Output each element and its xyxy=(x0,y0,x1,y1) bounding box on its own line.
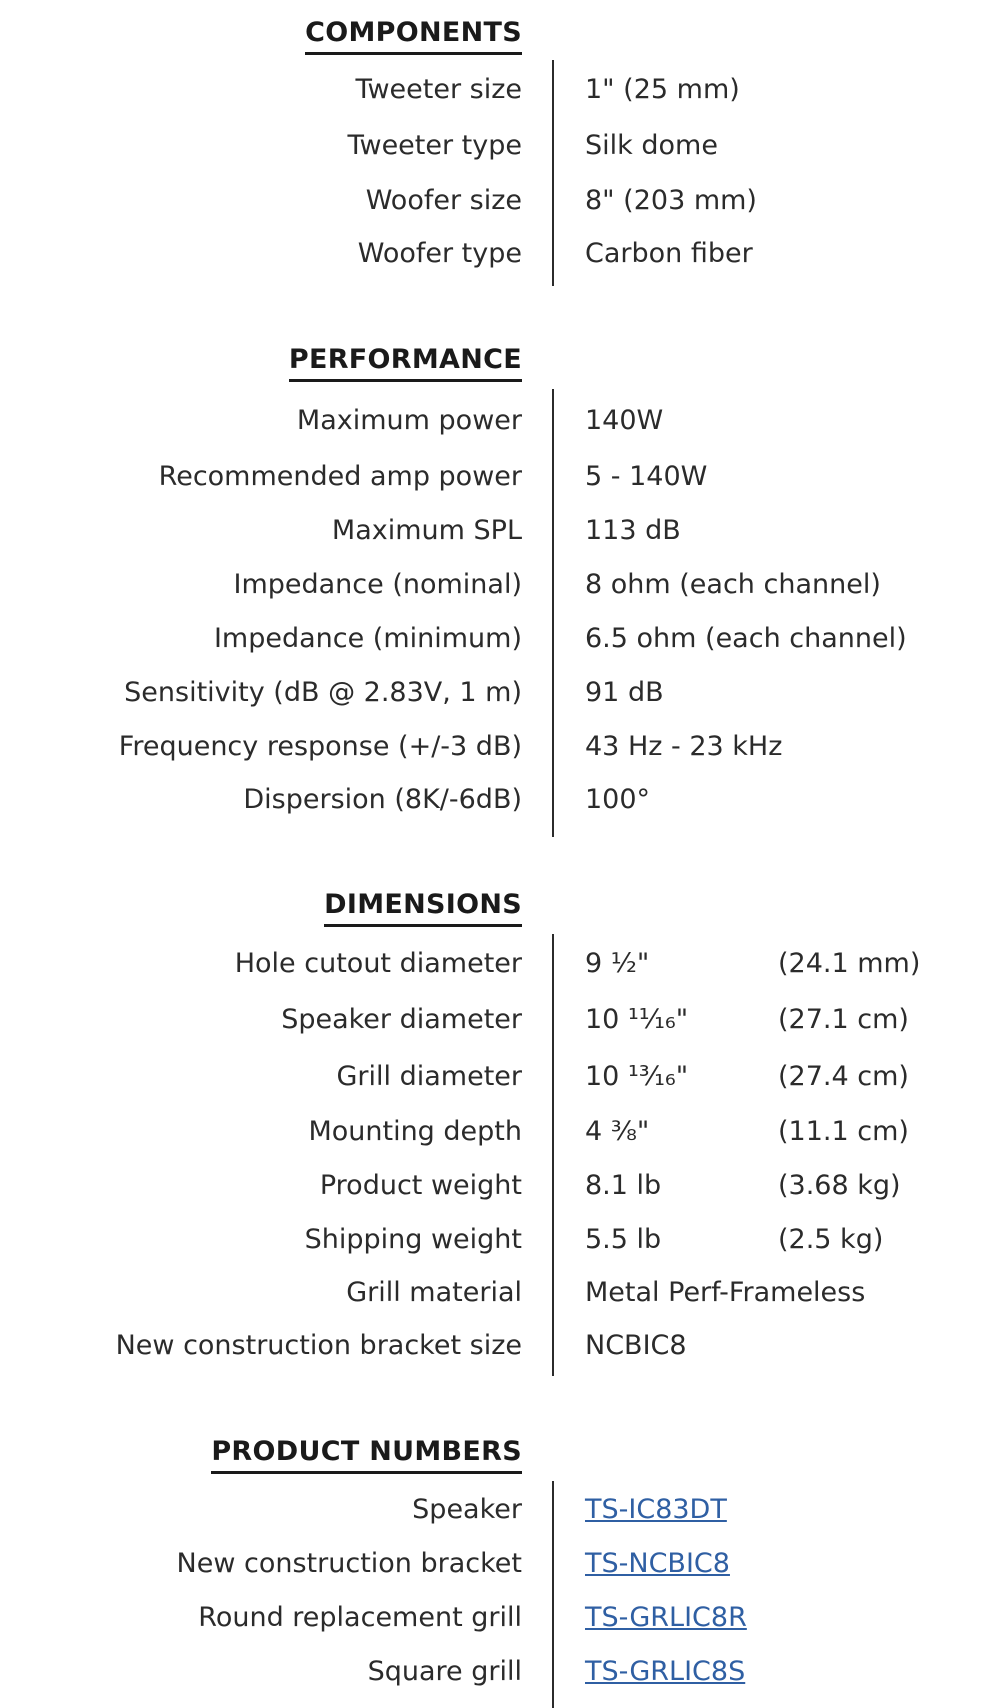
spec-row xyxy=(0,1652,1000,1692)
product-numbers-heading: PRODUCT NUMBERS xyxy=(211,1435,522,1474)
spec-label: New construction bracket size xyxy=(115,1330,522,1361)
spec-label: Hole cutout diameter xyxy=(234,948,522,979)
spec-value: 91 dB xyxy=(585,677,664,708)
spec-label: New construction bracket xyxy=(176,1548,522,1579)
spec-row xyxy=(0,1490,1000,1530)
spec-metric-value: (3.68 kg) xyxy=(778,1170,901,1201)
spec-metric-value: (27.4 cm) xyxy=(778,1061,909,1092)
spec-row xyxy=(0,1273,1000,1313)
spec-label: Woofer type xyxy=(357,238,522,269)
spec-label: Product weight xyxy=(319,1170,522,1201)
spec-imperial-value: 4 ⅜" xyxy=(585,1116,650,1147)
spec-value: 6.5 ohm (each channel) xyxy=(585,623,907,654)
spec-value: 113 dB xyxy=(585,515,681,546)
spec-value: 8" (203 mm) xyxy=(585,185,757,216)
spec-row xyxy=(0,619,1000,659)
spec-value: 5 - 140W xyxy=(585,461,708,492)
spec-metric-value: (27.1 cm) xyxy=(778,1004,909,1035)
spec-value: Silk dome xyxy=(585,130,718,161)
spec-metric-value: (11.1 cm) xyxy=(778,1116,909,1147)
spec-value: 43 Hz - 23 kHz xyxy=(585,731,783,762)
spec-row xyxy=(0,126,1000,166)
spec-row xyxy=(0,565,1000,605)
spec-row xyxy=(0,511,1000,551)
spec-imperial-value: 10 ¹¹⁄₁₆" xyxy=(585,1004,689,1035)
spec-row xyxy=(0,70,1000,110)
spec-row xyxy=(0,1326,1000,1366)
spec-row xyxy=(0,1166,1000,1206)
spec-row xyxy=(0,181,1000,221)
spec-label: Frequency response (+/-3 dB) xyxy=(118,731,522,762)
spec-row xyxy=(0,1112,1000,1152)
spec-label: Mounting depth xyxy=(308,1116,522,1147)
spec-row xyxy=(0,1598,1000,1638)
performance-heading: PERFORMANCE xyxy=(289,343,522,382)
spec-row xyxy=(0,780,1000,820)
spec-label: Recommended amp power xyxy=(158,461,522,492)
spec-imperial-value: 9 ½" xyxy=(585,948,650,979)
spec-row xyxy=(0,673,1000,713)
spec-label: Shipping weight xyxy=(304,1224,522,1255)
spec-imperial-value: NCBIC8 xyxy=(585,1330,687,1361)
spec-label: Impedance (minimum) xyxy=(213,623,522,654)
spec-row xyxy=(0,1544,1000,1584)
spec-label: Speaker diameter xyxy=(281,1004,522,1035)
spec-imperial-value: Metal Perf-Frameless xyxy=(585,1277,866,1308)
spec-row xyxy=(0,401,1000,441)
spec-imperial-value: 5.5 lb xyxy=(585,1224,662,1255)
spec-label: Woofer size xyxy=(365,185,522,216)
spec-label: Grill material xyxy=(346,1277,522,1308)
spec-value: Carbon fiber xyxy=(585,238,753,269)
product-number-link[interactable]: TS-GRLIC8S xyxy=(585,1656,746,1687)
spec-value: 140W xyxy=(585,405,664,436)
spec-value: 1" (25 mm) xyxy=(585,74,740,105)
spec-row xyxy=(0,1220,1000,1260)
product-number-link[interactable]: TS-GRLIC8R xyxy=(585,1602,747,1633)
spec-label: Tweeter type xyxy=(347,130,522,161)
spec-row xyxy=(0,944,1000,984)
spec-row xyxy=(0,727,1000,767)
spec-value: 100° xyxy=(585,784,651,815)
dimensions-heading: DIMENSIONS xyxy=(324,888,522,927)
spec-imperial-value: 10 ¹³⁄₁₆" xyxy=(585,1061,689,1092)
product-number-link[interactable]: TS-NCBIC8 xyxy=(585,1548,730,1579)
spec-label: Impedance (nominal) xyxy=(233,569,522,600)
components-heading: COMPONENTS xyxy=(305,16,522,55)
spec-row xyxy=(0,234,1000,274)
spec-label: Square grill xyxy=(367,1656,522,1687)
spec-label: Round replacement grill xyxy=(198,1602,522,1633)
spec-label: Maximum SPL xyxy=(331,515,522,546)
spec-label: Grill diameter xyxy=(336,1061,522,1092)
spec-label: Tweeter size xyxy=(355,74,522,105)
spec-value: 8 ohm (each channel) xyxy=(585,569,881,600)
spec-metric-value: (2.5 kg) xyxy=(778,1224,884,1255)
spec-label: Dispersion (8K/-6dB) xyxy=(243,784,522,815)
spec-row xyxy=(0,1057,1000,1097)
spec-label: Maximum power xyxy=(296,405,522,436)
product-number-link[interactable]: TS-IC83DT xyxy=(585,1494,727,1525)
spec-row xyxy=(0,1000,1000,1040)
spec-imperial-value: 8.1 lb xyxy=(585,1170,662,1201)
spec-metric-value: (24.1 mm) xyxy=(778,948,921,979)
spec-row xyxy=(0,457,1000,497)
spec-label: Sensitivity (dB @ 2.83V, 1 m) xyxy=(124,677,522,708)
spec-label: Speaker xyxy=(412,1494,522,1525)
